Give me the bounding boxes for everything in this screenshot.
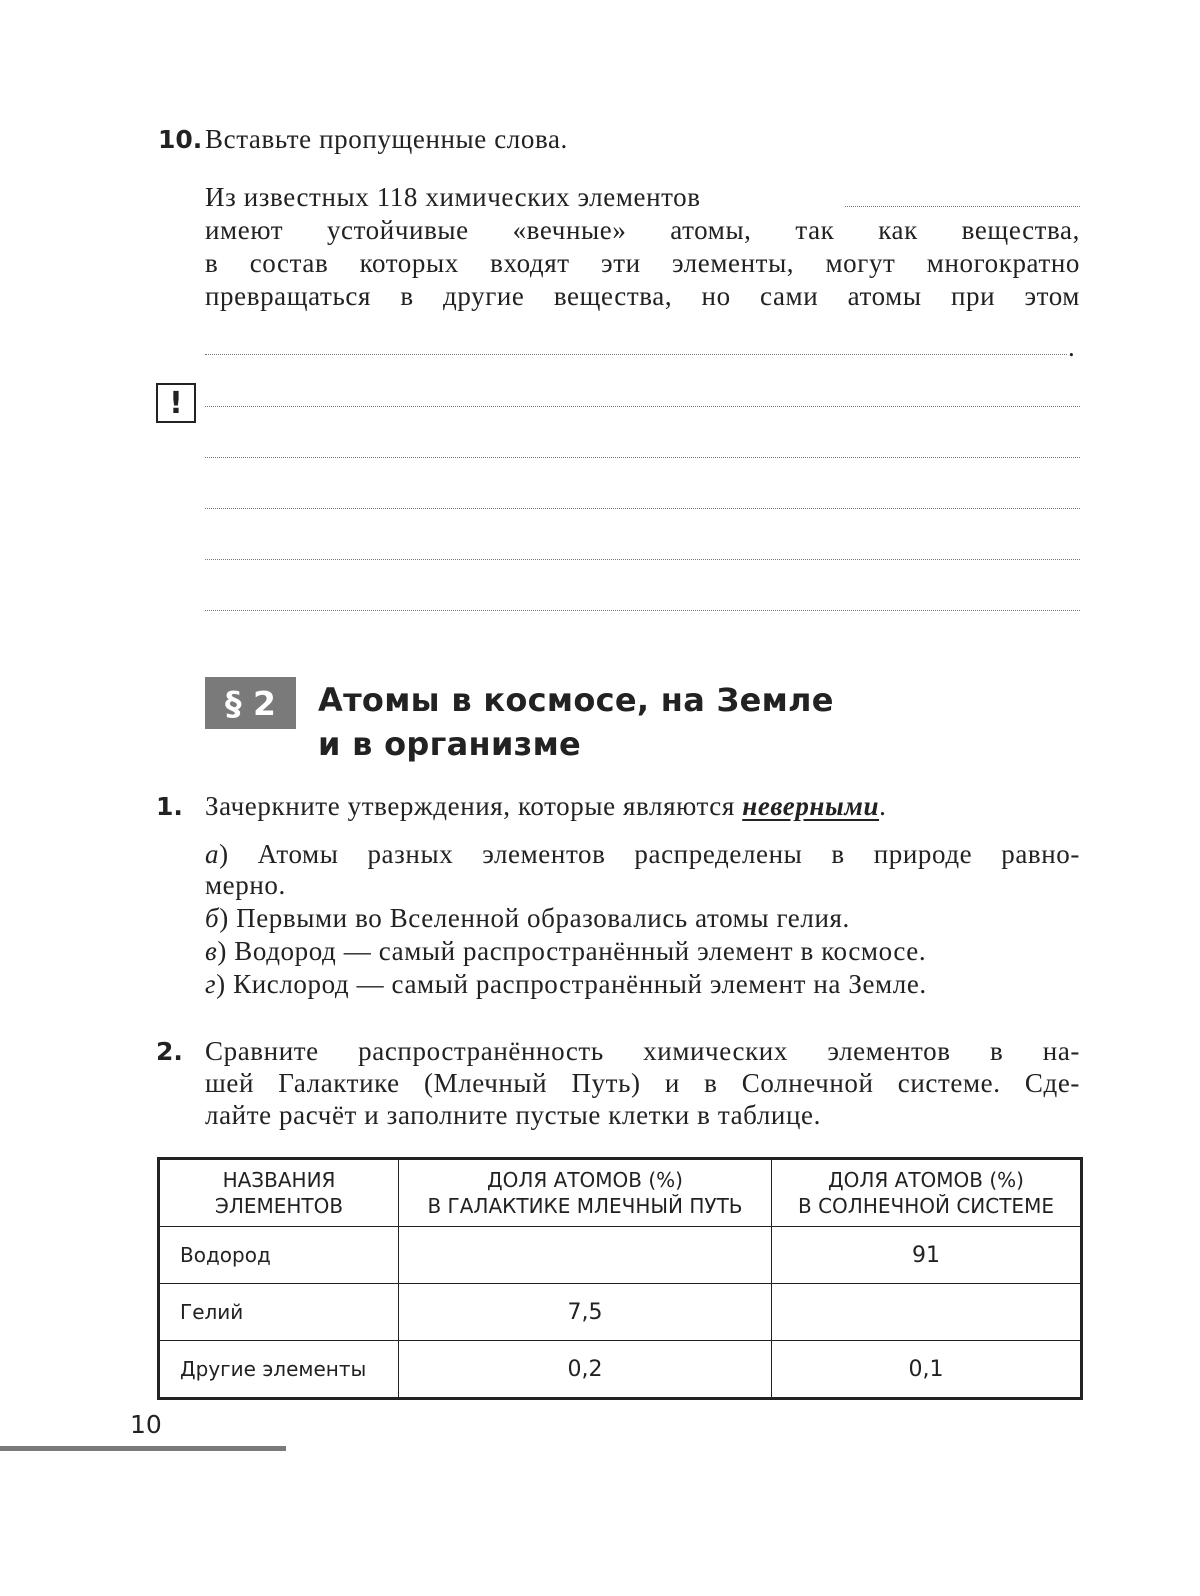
task-10-line-1: Из известных 118 химических элементов bbox=[205, 182, 701, 212]
task-1-instruction-line bbox=[205, 791, 886, 822]
section-title-line-1: Атомы в космосе, на Земле bbox=[318, 681, 834, 719]
row-solar-cell: 91 bbox=[772, 1227, 1082, 1284]
item-text: ) Кислород — самый распространённый элемент на Земле. bbox=[216, 969, 927, 999]
task-2-line-2: шей Галактике (Млечный Путь) и в Солнечной системе. Сде- bbox=[205, 1068, 1080, 1098]
item-text: ) Водород — самый распространённый элемент в космосе. bbox=[217, 936, 927, 966]
task-1-item-c[interactable] bbox=[205, 936, 926, 967]
task-1-number: 1. bbox=[156, 792, 183, 821]
row-name: Другие элементы bbox=[159, 1341, 399, 1399]
task-1-item-d[interactable] bbox=[205, 969, 927, 1000]
answer-line-2[interactable] bbox=[205, 457, 1080, 458]
row-galaxy-cell: 0,2 bbox=[399, 1341, 772, 1399]
exclamation-box-icon bbox=[156, 383, 196, 423]
row-galaxy-cell: 7,5 bbox=[399, 1284, 772, 1341]
row-name: Водород bbox=[159, 1227, 399, 1284]
answer-line-3[interactable] bbox=[205, 508, 1080, 509]
header-line: НАЗВАНИЯ bbox=[222, 1168, 336, 1192]
answer-line-5[interactable] bbox=[205, 610, 1080, 611]
task-1-period: . bbox=[879, 791, 887, 821]
task-10-blank-1[interactable] bbox=[845, 206, 1080, 207]
task-10-end-period: . bbox=[1068, 332, 1076, 362]
task-10-line-3: в состав которых входят эти элементы, могут многократно bbox=[205, 248, 1080, 278]
header-line: В СОЛНЕЧНОЙ СИСТЕМЕ bbox=[798, 1194, 1054, 1218]
row-solar-cell[interactable] bbox=[772, 1284, 1082, 1341]
header-line: ДОЛЯ АТОМОВ (%) bbox=[487, 1168, 683, 1192]
page-number: 10 bbox=[130, 1410, 162, 1439]
task-10-instruction: Вставьте пропущенные слова. bbox=[205, 124, 568, 154]
item-letter: а bbox=[205, 839, 220, 869]
task-1-item-a[interactable] bbox=[205, 839, 1080, 870]
task-10-number: 10. bbox=[158, 125, 203, 154]
table-row bbox=[159, 1341, 1082, 1399]
section-title-line-2: и в организме bbox=[318, 725, 582, 763]
table-header-row bbox=[159, 1159, 1082, 1227]
task-1-item-b[interactable] bbox=[205, 903, 850, 934]
answer-line-1[interactable] bbox=[205, 406, 1080, 407]
header-solar bbox=[772, 1159, 1082, 1227]
section-number-badge: § 2 bbox=[205, 677, 296, 729]
task-10-line-2: имеют устойчивые «вечные» атомы, так как вещества, bbox=[205, 215, 1080, 245]
row-solar-cell: 0,1 bbox=[772, 1341, 1082, 1399]
item-text: ) Первыми во Вселенной образовались атомы гелия. bbox=[219, 903, 850, 933]
abundance-table bbox=[157, 1157, 1083, 1400]
task-1-instruction: Зачеркните утверждения, которые являются bbox=[205, 791, 735, 821]
table-row bbox=[159, 1227, 1082, 1284]
task-2-line-3: лайте расчёт и заполните пустые клетки в таблице. bbox=[205, 1100, 821, 1130]
item-letter: в bbox=[205, 936, 218, 966]
exclamation-mark: ! bbox=[169, 385, 183, 421]
task-2-line-1: Сравните распространённость химических элементов в на- bbox=[205, 1036, 1080, 1066]
task-2-number: 2. bbox=[156, 1037, 183, 1066]
task-1-item-a-cont: мерно. bbox=[205, 870, 286, 900]
item-letter: г bbox=[205, 969, 217, 999]
task-1-emphasis: неверными bbox=[742, 791, 880, 821]
row-name: Гелий bbox=[159, 1284, 399, 1341]
header-element-names bbox=[159, 1159, 399, 1227]
table-row bbox=[159, 1284, 1082, 1341]
task-10-blank-2[interactable] bbox=[205, 354, 1067, 355]
answer-line-4[interactable] bbox=[205, 559, 1080, 560]
header-line: ЭЛЕМЕНТОВ bbox=[214, 1194, 344, 1218]
item-text: ) Атомы разных элементов распределены в природе равно- bbox=[219, 839, 1080, 869]
header-line: В ГАЛАКТИКЕ МЛЕЧНЫЙ ПУТЬ bbox=[427, 1194, 743, 1218]
item-letter: б bbox=[205, 903, 220, 933]
task-10-line-4: превращаться в другие вещества, но сами атомы при этом bbox=[205, 281, 1080, 311]
row-galaxy-cell[interactable] bbox=[399, 1227, 772, 1284]
header-line: ДОЛЯ АТОМОВ (%) bbox=[828, 1168, 1024, 1192]
header-galaxy bbox=[399, 1159, 772, 1227]
footer-rule bbox=[0, 1446, 286, 1451]
